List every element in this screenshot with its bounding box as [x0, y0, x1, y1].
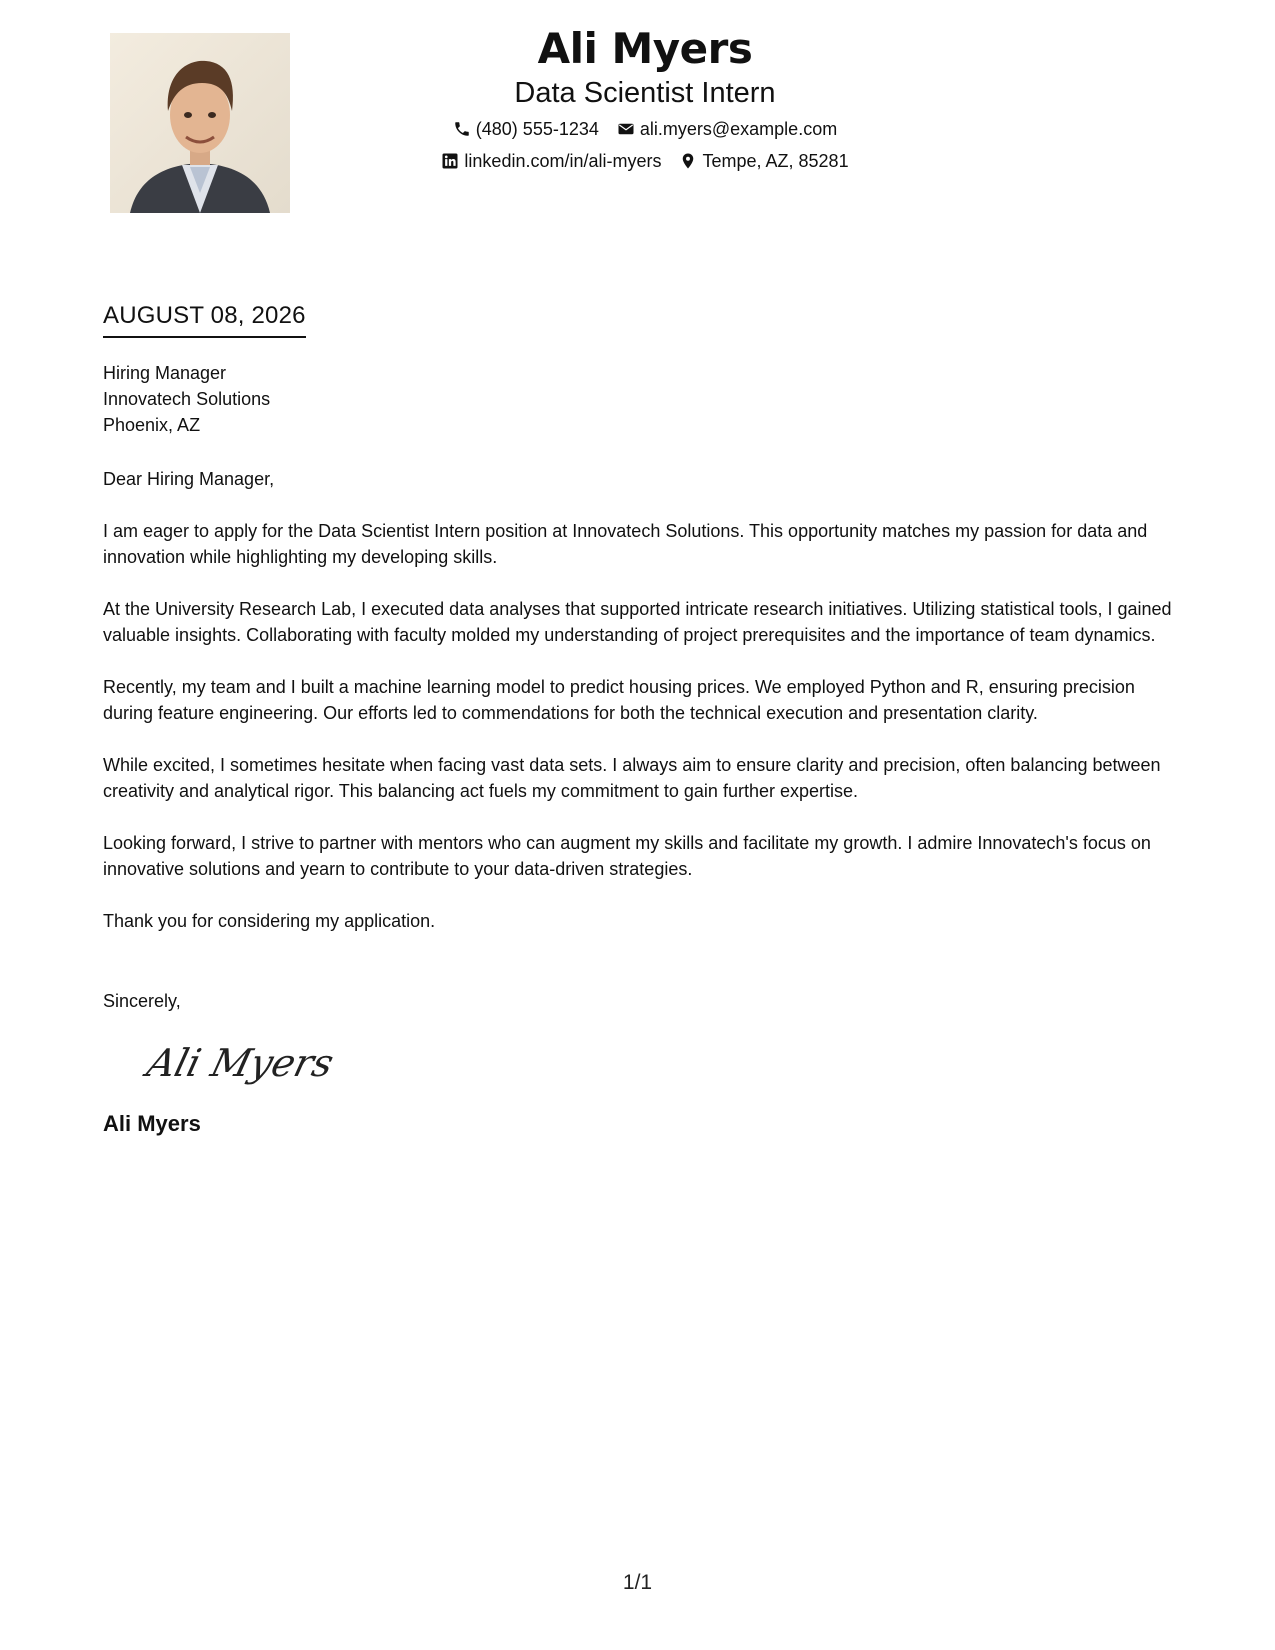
salutation: Dear Hiring Manager,	[103, 469, 275, 489]
recipient-block	[103, 360, 1183, 438]
phone-icon	[453, 120, 471, 138]
recipient-company: Innovatech Solutions	[103, 389, 271, 409]
profile-photo	[110, 33, 290, 213]
linkedin-url: linkedin.com/in/ali-myers	[464, 151, 662, 171]
phone-contact	[453, 118, 599, 140]
paragraph: I am eager to apply for the Data Scientist Intern position at Innovatech Solutions. This opportunity matches my passion for data and innovation while highlighting my developing skills.	[103, 521, 1148, 567]
map-pin-icon	[679, 152, 697, 170]
phone-number: (480) 555-1234	[475, 119, 599, 139]
email-contact	[617, 118, 837, 140]
applicant-name: Ali Myers	[537, 24, 753, 73]
sign-off: Sincerely,	[103, 991, 181, 1011]
linkedin-contact	[441, 150, 661, 172]
location-contact	[679, 150, 848, 172]
recipient-name: Hiring Manager	[103, 363, 227, 383]
paragraph: Looking forward, I strive to partner with mentors who can augment my skills and facilitate my growth. I admire Innovatech's focus on innovative solutions and yearn to contribute to your data-driven strategies.	[103, 833, 1151, 879]
envelope-icon	[617, 120, 635, 138]
paragraph: While excited, I sometimes hesitate when facing vast data sets. I always aim to ensure clarity and precision, often balancing between creativity and analytical rigor. This balancing act fuels my commitment to gain further expertise.	[103, 755, 1161, 801]
paragraph: At the University Research Lab, I executed data analyses that supported intricate research initiatives. Utilizing statistical tools, I gained valuable insights. Collaborating with faculty molded my understanding of project prerequisites and the importance of team dynamics.	[103, 599, 1172, 645]
linkedin-icon	[441, 152, 459, 170]
page-number: 1/1	[622, 1571, 653, 1594]
email-address: ali.myers@example.com	[639, 119, 838, 139]
contact-row-2	[300, 150, 990, 172]
profile-photo-image	[110, 33, 290, 213]
recipient-location: Phoenix, AZ	[103, 415, 201, 435]
job-title: Data Scientist Intern	[514, 77, 776, 109]
letter-body	[103, 360, 1183, 1138]
paragraph: Recently, my team and I built a machine learning model to predict housing prices. We employed Python and R, ensuring precision during feature engineering. Our efforts led to commendations for both the technical execution and presentation clarity.	[103, 677, 1135, 723]
letterhead	[300, 22, 990, 172]
location-text: Tempe, AZ, 85281	[702, 151, 849, 171]
handwritten-signature: Ali Myers	[142, 1041, 339, 1085]
letter-date: AUGUST 08, 2026	[103, 300, 306, 338]
thank-you-line: Thank you for considering my application.	[103, 911, 436, 931]
contact-row-1	[300, 118, 990, 140]
signed-name: Ali Myers	[103, 1111, 201, 1136]
